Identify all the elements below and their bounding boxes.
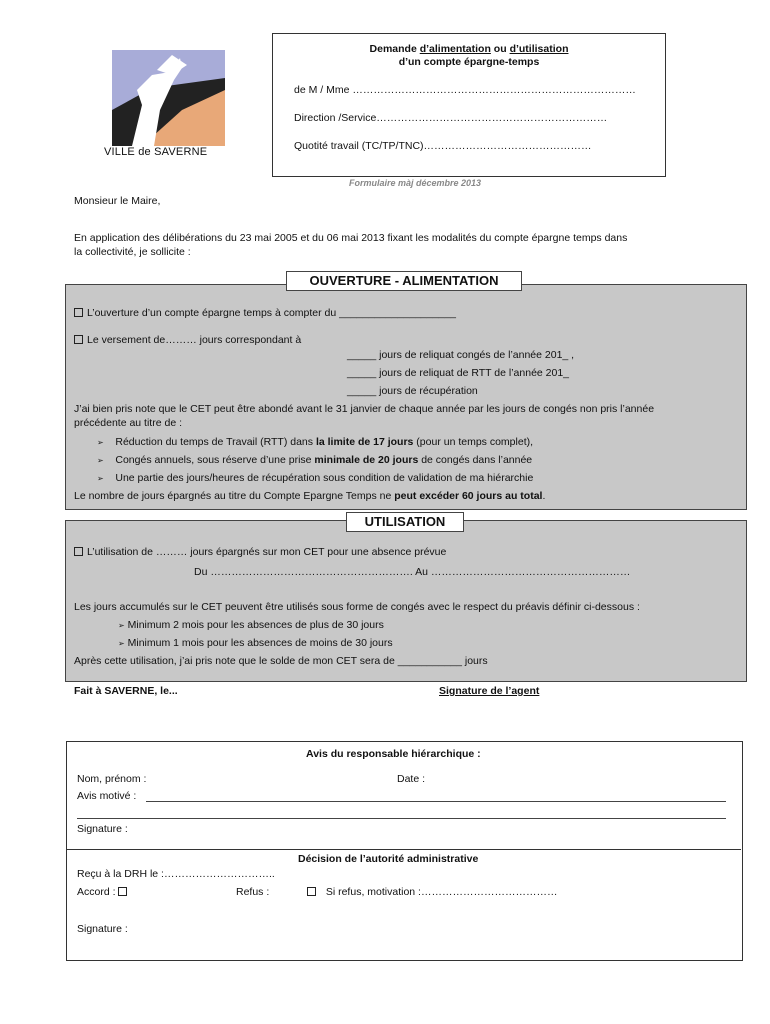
accord-checkbox[interactable]: [118, 887, 127, 896]
deposit-label: Le versement de……… jours correspondant à: [87, 334, 302, 346]
request-header-box: [272, 33, 666, 177]
bullet1-bold: la limite de 17 jours: [315, 436, 414, 448]
opening-label: L’ouverture d’un compte épargne temps à compter du ____________________: [87, 307, 456, 319]
usage-period[interactable]: Du …………………………………………………. Au …………………………………………………: [194, 566, 631, 578]
decision-signature[interactable]: Signature :: [77, 923, 128, 935]
opening-checkbox[interactable]: [74, 308, 83, 317]
bullet2-post: de congés dans l’année: [418, 454, 533, 466]
arrow-icon: ➢: [97, 474, 104, 483]
review-motive[interactable]: Avis motivé :: [77, 790, 137, 802]
usage-label: L’utilisation de ……… jours épargnés sur mon CET pour une absence prévue: [87, 546, 447, 558]
intro-line2: la collectivité, je sollicite :: [74, 246, 191, 258]
bullet-recup: [97, 472, 533, 484]
section-ouverture-title: OUVERTURE - ALIMENTATION: [286, 271, 522, 291]
accord-label: Accord :: [77, 886, 116, 898]
logo-caption: VILLE de SAVERNE: [104, 146, 208, 158]
bullet2-bold: minimale de 20 jours: [314, 454, 419, 466]
arrow-icon: ➢: [118, 621, 125, 630]
decision-title: Décision de l’autorité administrative: [298, 853, 479, 865]
rule2-text: Minimum 1 mois pour les absences de moins de 30 jours: [127, 637, 393, 649]
arrow-icon: ➢: [97, 456, 104, 465]
agent-signature-label: Signature de l’agent: [439, 685, 540, 697]
arrow-icon: ➢: [118, 639, 125, 648]
balance-line[interactable]: Après cette utilisation, j’ai pris note que le solde de mon CET sera de ___________ jours: [74, 655, 488, 667]
review-title: Avis du responsable hiérarchique :: [306, 748, 481, 760]
limit-post: .: [542, 490, 546, 502]
motive-line: [146, 801, 726, 802]
deposit-checkbox[interactable]: [74, 335, 83, 344]
review-date[interactable]: Date :: [397, 773, 426, 785]
bullet2-pre: Congés annuels, sous réserve d’une prise: [115, 454, 315, 466]
motive-line-2: [77, 818, 726, 819]
opening-option[interactable]: [74, 307, 456, 319]
item-recup[interactable]: _____ jours de récupération: [347, 385, 478, 397]
request-title-line2: d’un compte épargne-temps: [398, 56, 540, 68]
request-title-utilisation: d’utilisation: [509, 43, 569, 55]
bullet-conges: [97, 454, 532, 466]
request-title-pre: Demande: [369, 43, 420, 55]
deposit-option[interactable]: [74, 334, 301, 346]
done-at: Fait à SAVERNE, le...: [74, 685, 178, 697]
usage-option[interactable]: [74, 546, 446, 558]
ville-de-saverne-logo: [112, 50, 225, 146]
decision-received[interactable]: Reçu à la DRH le :…………………………..: [77, 868, 275, 880]
limit-bold: peut excéder 60 jours au total: [394, 490, 543, 502]
form-date: Formulaire màj décembre 2013: [349, 178, 482, 188]
bullet3-text: Une partie des jours/heures de récupération sous condition de validation de ma hiérarchie: [115, 472, 534, 484]
request-title-mid: ou: [490, 43, 510, 55]
quotite-field[interactable]: Quotité travail (TC/TP/TNC)…………………………………………: [294, 140, 592, 152]
limit-line: [74, 490, 545, 502]
note-line2: précédente au titre de :: [74, 417, 182, 429]
direction-field[interactable]: Direction /Service…………………………………………………………: [294, 112, 608, 124]
rule1-text: Minimum 2 mois pour les absences de plus de 30 jours: [127, 619, 384, 631]
review-signature[interactable]: Signature :: [77, 823, 128, 835]
rule1: [118, 619, 384, 631]
request-title-alimentation: d’alimentation: [419, 43, 491, 55]
motivation-label: Si refus, motivation :…………………………………: [325, 886, 558, 898]
usage-rules: Les jours accumulés sur le CET peuvent être utilisés sous forme de congés avec le respect du préavis définir ci-dessous :: [74, 601, 640, 613]
arrow-icon: ➢: [97, 438, 104, 447]
item-rtt[interactable]: _____ jours de reliquat de RTT de l’année 201_: [347, 367, 570, 379]
bullet-rtt: [97, 436, 533, 448]
name-field[interactable]: de M / Mme ………………………………………………………………………: [294, 84, 636, 96]
decision-refus-label: Refus :: [236, 886, 270, 898]
intro-line1: En application des délibérations du 23 mai 2005 et du 06 mai 2013 fixant les modalités du compte épargne temps dans: [74, 232, 628, 244]
section-utilisation-title: UTILISATION: [346, 512, 464, 532]
refus-checkbox[interactable]: [307, 887, 316, 896]
salutation: Monsieur le Maire,: [74, 195, 161, 207]
request-title-line1: [273, 43, 665, 55]
usage-checkbox[interactable]: [74, 547, 83, 556]
note-line1: J’ai bien pris note que le CET peut être abondé avant le 31 janvier de chaque année par les jours de congés non pris l’année: [74, 403, 655, 415]
rule2: [118, 637, 393, 649]
item-conges[interactable]: _____ jours de reliquat congés de l’année 201_ ,: [347, 349, 575, 361]
bullet1-pre: Réduction du temps de Travail (RTT) dans: [115, 436, 316, 448]
decision-refus[interactable]: [307, 886, 557, 898]
review-separator: [66, 849, 741, 850]
review-name[interactable]: Nom, prénom :: [77, 773, 147, 785]
decision-accord[interactable]: [77, 886, 131, 898]
limit-pre: Le nombre de jours épargnés au titre du Compte Epargne Temps ne: [74, 490, 395, 502]
bullet1-post: (pour un temps complet),: [413, 436, 534, 448]
